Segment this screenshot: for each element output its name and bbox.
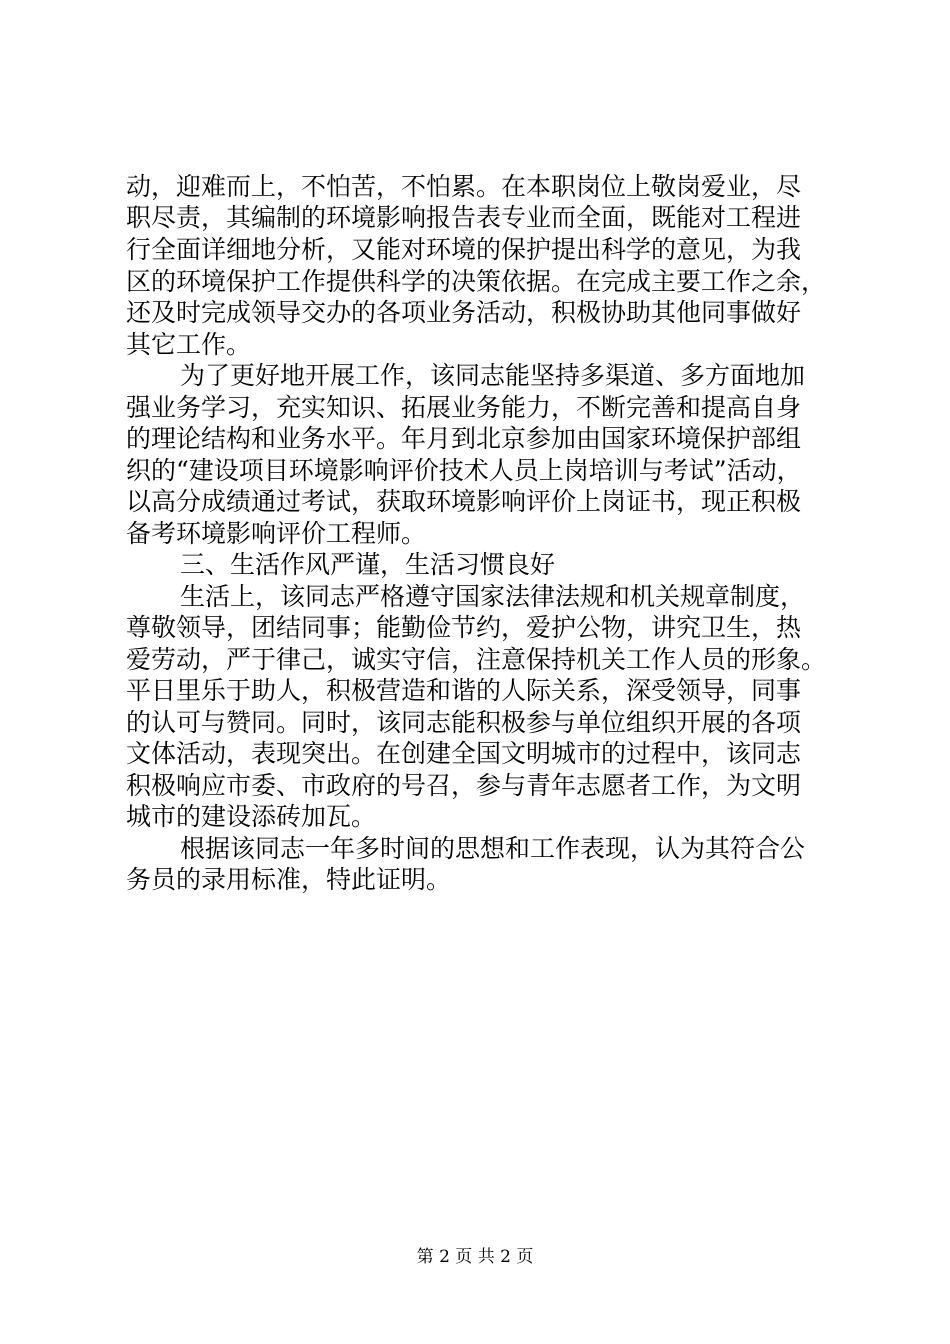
section-heading: 三、生活作风严谨，生活习惯良好 xyxy=(180,550,556,579)
text-line: 还及时完成领导交办的各项业务活动，积极协助其他同事做好 xyxy=(126,298,802,327)
paragraph-first-line: 为了更好地开展工作，该同志能坚持多渠道、多方面地加 xyxy=(180,361,806,390)
text-line: 的理论结构和业务水平。年月到北京参加由国家环境保护部组 xyxy=(126,424,802,453)
paragraph-first-line: 根据该同志一年多时间的思想和工作表现，认为其符合公 xyxy=(180,834,806,863)
text-line: 行全面详细地分析，又能对环境的保护提出科学的意见，为我 xyxy=(126,235,802,264)
text-line: 尊敬领导，团结同事；能勤俭节约，爱护公物，讲究卫生，热 xyxy=(126,613,802,642)
text-line: 织的“建设项目环境影响评价技术人员上岗培训与考试”活动， xyxy=(126,456,802,485)
text-line: 的认可与赞同。同时，该同志能积极参与单位组织开展的各项 xyxy=(126,708,802,737)
paragraph-first-line: 生活上，该同志严格遵守国家法律法规和机关规章制度， xyxy=(180,582,806,611)
text-line: 务员的录用标准，特此证明。 xyxy=(126,865,452,894)
text-line: 文体活动，表现突出。在创建全国文明城市的过程中，该同志 xyxy=(126,739,802,768)
text-line: 以高分成绩通过考试，获取环境影响评价上岗证书，现正积极 xyxy=(126,487,802,516)
text-line: 区的环境保护工作提供科学的决策依据。在完成主要工作之余， xyxy=(126,267,827,296)
text-line: 备考环境影响评价工程师。 xyxy=(126,519,427,548)
text-line: 平日里乐于助人，积极营造和谐的人际关系，深受领导，同事 xyxy=(126,676,802,705)
page-number-footer: 第 2 页 共 2 页 xyxy=(416,1247,534,1267)
text-line: 动，迎难而上，不怕苦，不怕累。在本职岗位上敬岗爱业，尽 xyxy=(126,172,802,201)
text-line: 城市的建设添砖加瓦。 xyxy=(126,802,377,831)
text-line: 爱劳动，严于律己，诚实守信，注意保持机关工作人员的形象。 xyxy=(126,645,827,674)
text-line: 职尽责，其编制的环境影响报告表专业而全面，既能对工程进 xyxy=(126,203,802,232)
text-line: 强业务学习，充实知识、拓展业务能力，不断完善和提高自身 xyxy=(126,393,802,422)
text-line: 积极响应市委、市政府的号召，参与青年志愿者工作，为文明 xyxy=(126,771,802,800)
text-line: 其它工作。 xyxy=(126,330,252,359)
